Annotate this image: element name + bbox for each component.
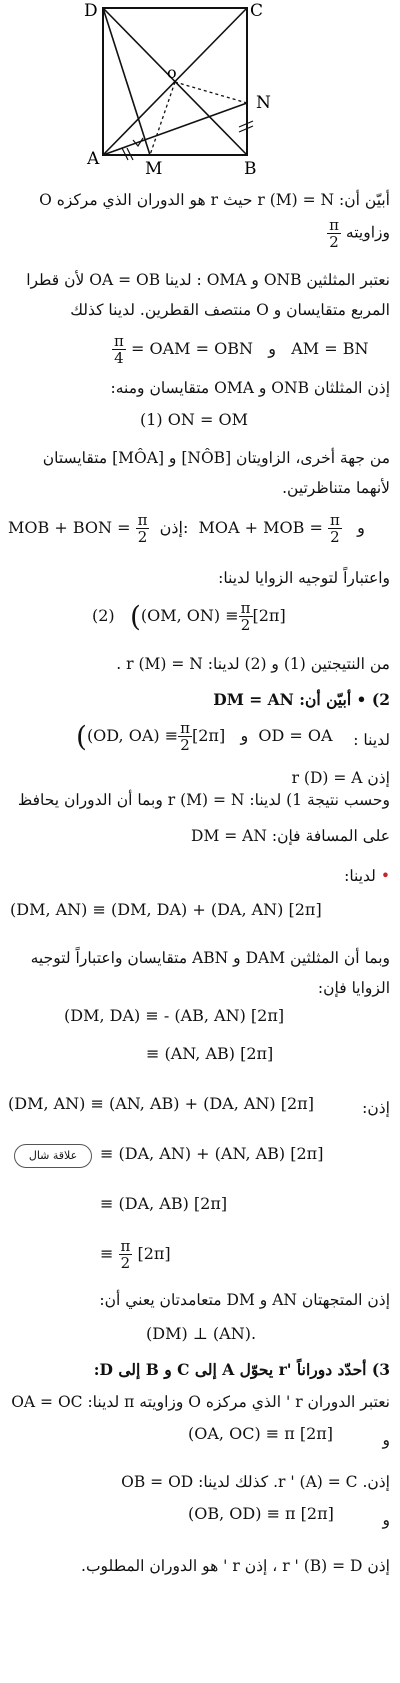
equation: ≡ $\frac{\pi}{2}$ [2π]: [100, 1237, 171, 1272]
equation-2: (2) ((OM, ON) ≡ $\frac{\pi}{2}$ [2π]: [92, 599, 286, 634]
equation: (DM, AN) ≡ (AN, AB) + (DA, AN) [2π]: [8, 1094, 314, 1113]
text-line: إذن. r ' (A) = C. كذلك لدينا: OB = OD: [121, 1473, 390, 1491]
text-line: إذن r ' (B) = D ، إذن r ' هو الدوران المطلوب.: [81, 1557, 390, 1575]
text-line: على المسافة فإن: DM = AN: [191, 827, 390, 845]
label-O: o: [167, 63, 177, 82]
text-line: نعتبر الدوران r ' الذي مركزه O وزاويته π لدينا: OA = OC: [11, 1393, 390, 1411]
text-line: إذن:: [362, 1099, 390, 1117]
text-line: أبيّن أن: r (M) = N حيث r هو الدوران الذي مركزه O: [39, 191, 390, 209]
text-line: و: [382, 1511, 390, 1529]
equation: (DM, DA) ≡ - (AB, AN) [2π]: [64, 1006, 285, 1025]
text-line: إذن المثلثان ONB و OMA متقايسان ومنه:: [110, 379, 390, 397]
equation: (DM) ⊥ (AN).: [146, 1324, 257, 1343]
text-line: و: [382, 1431, 390, 1449]
equation: MOB + BON = $\frac{\pi}{2}$ إذن: MOA + MOB = $\frac{\pi}{2}$ و: [8, 511, 365, 546]
equation: (OB, OD) ≡ π [2π]: [188, 1504, 334, 1523]
text-line: لأنهما متناظرتين.: [282, 479, 390, 497]
equation: ≡ (DA, AN) + (AN, AB) [2π]: [100, 1144, 324, 1163]
text-line: وحسب نتيجة 1) لدينا: r (M) = N وبما أن الدوران يحافظ: [17, 791, 390, 809]
text-line: • لدينا:: [344, 867, 390, 885]
label-N: N: [256, 93, 271, 113]
text-line: من جهة أخرى، الزاويتان [NÔB] و [MÔA] متقايستان: [42, 449, 390, 467]
equation: ((OD, OA) ≡ $\frac{\pi}{2}$ [2π] و OD = OA: [76, 719, 333, 754]
label-D: D: [84, 1, 98, 21]
text-line: وزاويته $\frac{\pi}{2}$: [329, 216, 390, 251]
equation: ≡ (AN, AB) [2π]: [146, 1044, 274, 1063]
text-line: الزوايا فإن:: [317, 979, 390, 997]
equation: (OA, OC) ≡ π [2π]: [188, 1424, 334, 1443]
text-line: إذن المتجهتان AN و DM متعامدتان يعني أن:: [99, 1291, 390, 1309]
text-line: إذن r (D) = A: [291, 769, 390, 787]
equation: $\frac{\pi}{4}$ = OAM = OBN و AM = BN: [114, 332, 369, 367]
text-line: لدينا :: [353, 731, 390, 749]
text-line: واعتباراً لتوجيه الزوايا لدينا:: [218, 569, 390, 587]
label-M: M: [145, 159, 163, 179]
chasles-badge: علاقة شال: [14, 1144, 92, 1168]
question-3-title: 3) أحدّد دوراناً 'r يحوّل A إلى C و B إلى D:: [93, 1360, 390, 1379]
equation-1: (1) ON = OM: [140, 410, 248, 429]
label-C: C: [250, 1, 264, 21]
label-B: B: [244, 159, 257, 179]
equation: ≡ (DA, AB) [2π]: [100, 1194, 228, 1213]
text-line: المربع متقايسان و O منتصف القطرين. لدينا كذلك: [70, 301, 390, 319]
text-line: وبما أن المثلثين DAM و ABN متقايسان واعتباراً لتوجيه: [30, 949, 390, 967]
geometry-figure: [60, 0, 360, 190]
label-A: A: [87, 149, 100, 169]
fraction: $\frac{\pi}{2}$: [329, 216, 339, 251]
equation: (DM, AN) ≡ (DM, DA) + (DA, AN) [2π]: [10, 900, 322, 919]
question-2-title: 2) • أبيّن أن: DM = AN: [213, 690, 390, 709]
text-line: نعتبر المثلثين ONB و OMA : لدينا OA = OB لأن قطرا: [26, 271, 390, 289]
text-line: من النتيجتين (1) و (2) لدينا: r (M) = N .: [116, 655, 390, 673]
